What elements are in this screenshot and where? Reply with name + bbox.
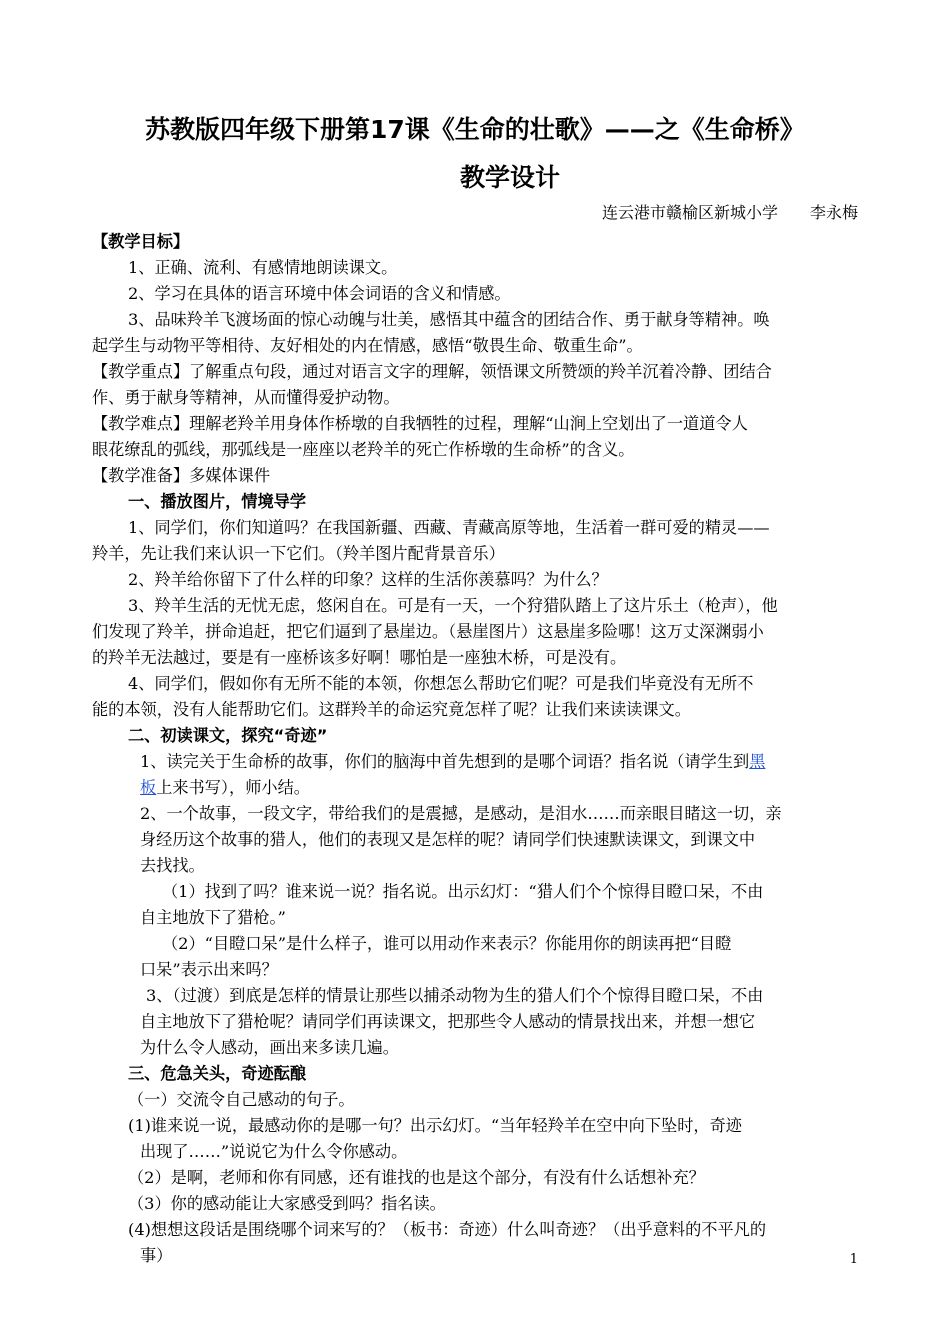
paragraph-line: 1、同学们，你们知道吗？在我国新疆、西藏、青藏高原等地，生活着一群可爱的精灵——	[128, 518, 770, 537]
section-heading: 二、初读课文，探究“奇迹”	[128, 726, 328, 745]
section-heading: 一、播放图片，情境导学	[128, 492, 307, 511]
document-title: 苏教版四年级下册第17课《生命的壮歌》——之《生命桥》	[145, 115, 805, 144]
paragraph-line: 3、（过渡）到底是怎样的情景让那些以捕杀动物为生的猎人们个个惊得目瞪口呆，不由	[146, 986, 764, 1005]
paragraph-line	[140, 778, 910, 798]
section-heading: 三、危急关头，奇迹酝酿	[128, 1064, 307, 1083]
document-subtitle: 教学设计	[459, 163, 560, 192]
author-line: 连云港市赣榆区新城小学 李永梅	[601, 203, 858, 222]
paragraph-line: 1、正确、流利、有感情地朗读课文。	[128, 258, 398, 277]
paragraph-line: （2）“目瞪口呆”是什么样子，谁可以用动作来表示？你能用你的朗读再把“目瞪	[162, 934, 732, 953]
blackboard-link[interactable]: 黑	[749, 752, 766, 771]
paragraph-line: 3、品味羚羊飞渡场面的惊心动魄与壮美，感悟其中蕴含的团结合作、勇于献身等精神。唤	[128, 310, 770, 329]
paragraph-line: (1)谁来说一说，最感动你的是哪一句？出示幻灯。“当年轻羚羊在空中向下坠时，奇迹	[128, 1116, 742, 1135]
paragraph-line: 为什么令人感动，画出来多读几遍。	[140, 1038, 399, 1057]
paragraph-line: 去找找。	[140, 856, 205, 875]
paragraph-line: （1）找到了吗？谁来说一说？指名说。出示幻灯：“猎人们个个惊得目瞪口呆，不由	[162, 882, 764, 901]
page-number: 1	[849, 1252, 858, 1267]
paragraph-line: （3）你的感动能让大家感受到吗？指名读。	[128, 1194, 446, 1213]
paragraph-line: 4、同学们，假如你有无所不能的本领，你想怎么帮助它们呢？可是我们毕竟没有无所不	[128, 674, 754, 693]
paragraph-line: (4)想想这段话是围绕哪个词来写的？（板书：奇迹）什么叫奇迹？（出乎意料的不平凡的	[128, 1220, 767, 1239]
paragraph-text: 1、读完关于生命桥的故事，你们的脑海中首先想到的是哪个词语？指名说（请学生到	[140, 752, 750, 771]
paragraph-line: 身经历这个故事的猎人，他们的表现又是怎样的呢？请同学们快速默读课文，到课文中	[140, 830, 756, 849]
paragraph-line: 羚羊，先让我们来认识一下它们。（羚羊图片配背景音乐）	[92, 544, 505, 563]
paragraph-line: 2、学习在具体的语言环境中体会词语的含义和情感。	[128, 284, 511, 303]
paragraph-line	[140, 752, 910, 772]
paragraph-line: 2、羚羊给你留下了什么样的印象？这样的生活你羡慕吗？为什么？	[128, 570, 608, 589]
paragraph-line: 起学生与动物平等相待、友好相处的内在情感，感悟“敬畏生命、敬重生命”。	[92, 336, 643, 355]
paragraph-line: 自主地放下了猎枪。”	[140, 908, 286, 927]
paragraph-line: 3、羚羊生活的无忧无虑，悠闲自在。可是有一天，一个狩猎队踏上了这片乐土（枪声），他	[128, 596, 778, 615]
paragraph-line: 能的本领，没有人能帮助它们。这群羚羊的命运究竟怎样了呢？让我们来读读课文。	[92, 700, 691, 719]
paragraph-line: 们发现了羚羊，拼命追赶，把它们逼到了悬崖边。（悬崖图片）这悬崖多险哪！这万丈深渊弱小	[92, 622, 764, 641]
paragraph-line: 作、勇于献身等精神，从而懂得爱护动物。	[92, 388, 400, 407]
paragraph-line: （一）交流令自己感动的句子。	[128, 1090, 355, 1109]
section-heading: 【教学目标】	[92, 232, 190, 251]
paragraph-line: 的羚羊无法越过，要是有一座桥该多好啊！哪怕是一座独木桥，可是没有。	[92, 648, 627, 667]
paragraph-line: 【教学难点】理解老羚羊用身体作桥墩的自我牺牲的过程，理解“山涧上空划出了一道道令人	[92, 414, 748, 433]
paragraph-line: 【教学准备】多媒体课件	[92, 466, 271, 485]
paragraph-line: 口呆”表示出来吗？	[140, 960, 278, 979]
paragraph-line: 自主地放下了猎枪呢？请同学们再读课文，把那些令人感动的情景找出来，并想一想它	[140, 1012, 756, 1031]
paragraph-text: 上来书写），师小结。	[156, 778, 310, 797]
paragraph-line: 【教学重点】了解重点句段，通过对语言文字的理解，领悟课文所赞颂的羚羊沉着冷静、团结合	[92, 362, 772, 381]
paragraph-line: 眼花缭乱的弧线，那弧线是一座座以老羚羊的死亡作桥墩的生命桥”的含义。	[92, 440, 635, 459]
paragraph-line: 2、一个故事，一段文字，带给我们的是震撼，是感动，是泪水……而亲眼目睹这一切，亲	[140, 804, 782, 823]
paragraph-line: 出现了……”说说它为什么令你感动。	[140, 1142, 408, 1161]
paragraph-line: （2）是啊，老师和你有同感，还有谁找的也是这个部分，有没有什么话想补充？	[128, 1168, 705, 1187]
paragraph-line: 事）	[140, 1246, 173, 1265]
blackboard-link-continued[interactable]: 板	[140, 778, 157, 797]
